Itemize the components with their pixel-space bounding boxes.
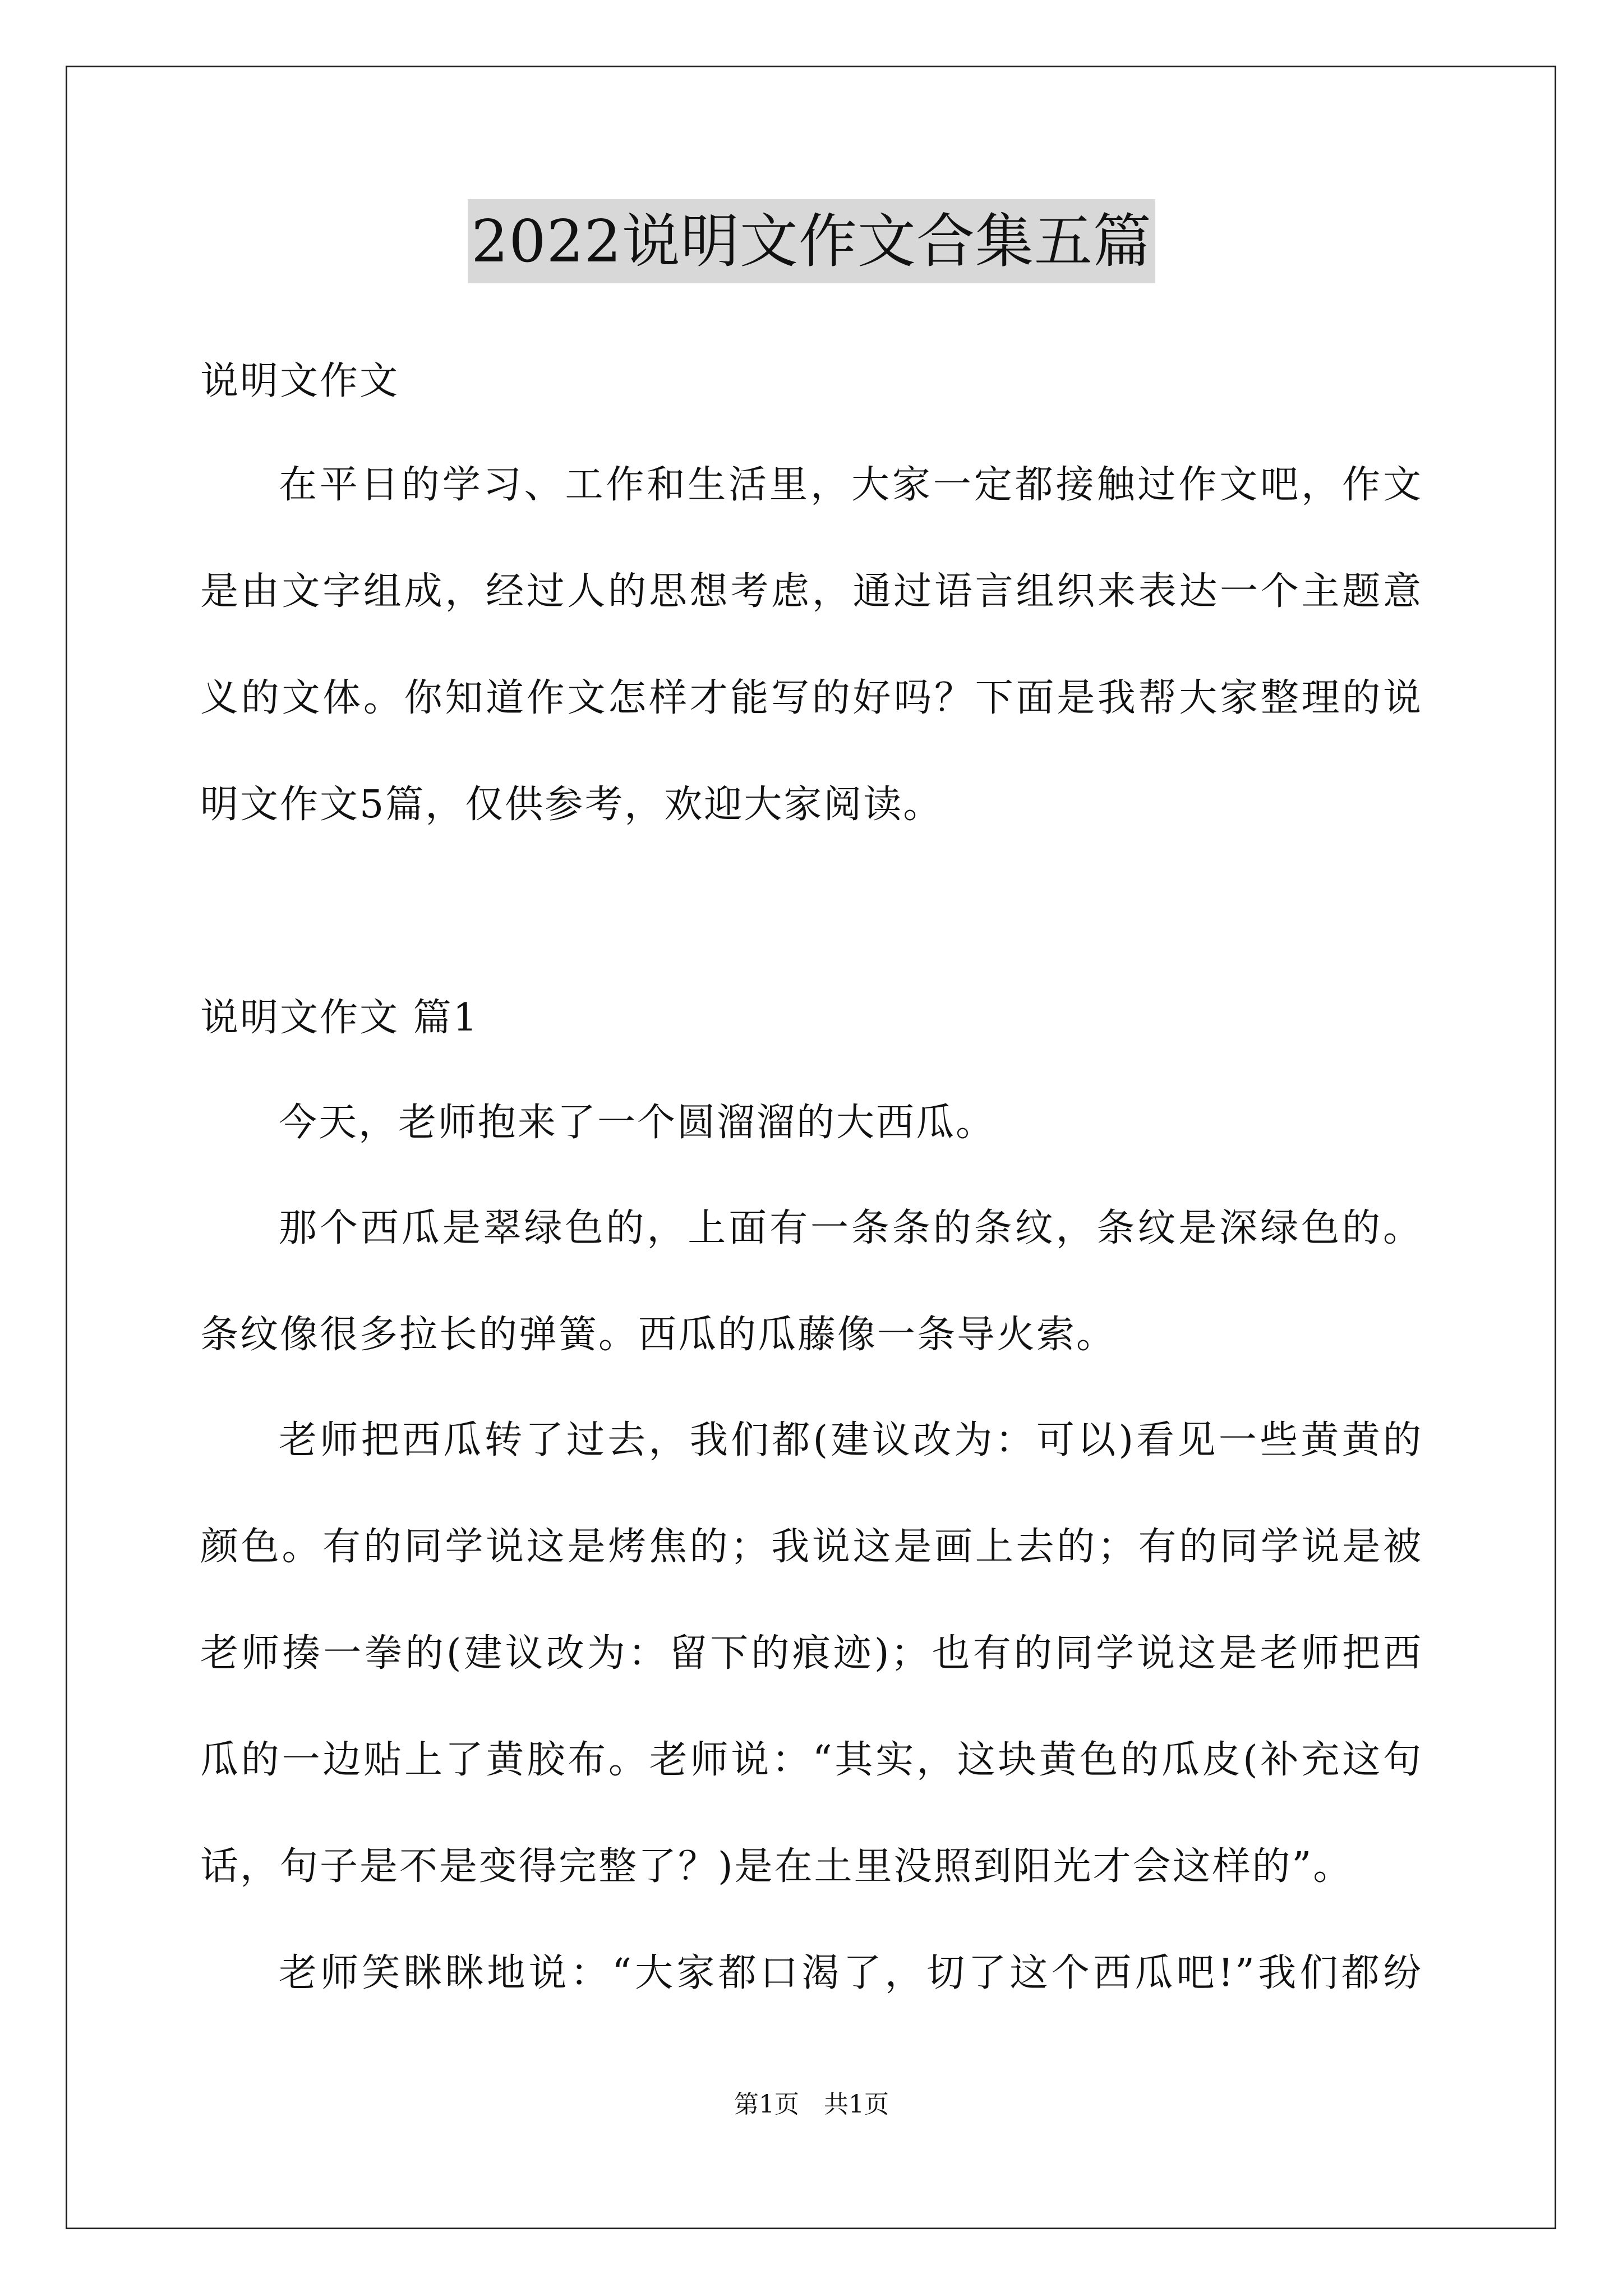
paragraph-line: 那个西瓜是翠绿色的，上面有一条条的条纹，条纹是深绿色的。: [279, 1206, 1423, 1250]
paragraph-line: 在平日的学习、工作和生活里，大家一定都接触过作文吧，作文: [279, 463, 1423, 507]
paragraph-line: 话，句子是不是变得完整了？)是在土里没照到阳光才会这样的”。: [200, 1844, 1353, 1889]
paragraph-line: 义的文体。你知道作文怎样才能写的好吗？下面是我帮大家整理的说: [200, 676, 1423, 720]
paragraph-line: 条纹像很多拉长的弹簧。西瓜的瓜藤像一条导火索。: [200, 1313, 1117, 1357]
document-title: 2022说明文作文合集五篇: [468, 199, 1155, 283]
section-heading: 说明文作文: [200, 359, 400, 403]
paragraph-line: 老师笑眯眯地说：“大家都口渴了，切了这个西瓜吧!”我们都纷: [279, 1951, 1423, 1995]
paragraph-line: 是由文字组成，经过人的思想考虑，通过语言组织来表达一个主题意: [200, 569, 1423, 614]
paragraph-line: 老师揍一拳的(建议改为：留下的痕迹)；也有的同学说这是老师把西: [200, 1631, 1423, 1676]
paragraph-line: 今天，老师抱来了一个圆溜溜的大西瓜。: [279, 1101, 996, 1145]
section-heading: 说明文作文 篇1: [200, 996, 479, 1040]
paragraph-line: 颜色。有的同学说这是烤焦的；我说这是画上去的；有的同学说是被: [200, 1525, 1423, 1569]
page-footer: 第1页 共1页: [734, 2090, 889, 2119]
title-container: [0, 199, 1623, 283]
paragraph-line: 老师把西瓜转了过去，我们都(建议改为：可以)看见一些黄黄的: [279, 1418, 1423, 1462]
paragraph-line: 明文作文5篇，仅供参考，欢迎大家阅读。: [200, 783, 943, 827]
paragraph-line: 瓜的一边贴上了黄胶布。老师说：“其实，这块黄色的瓜皮(补充这句: [200, 1738, 1423, 1782]
